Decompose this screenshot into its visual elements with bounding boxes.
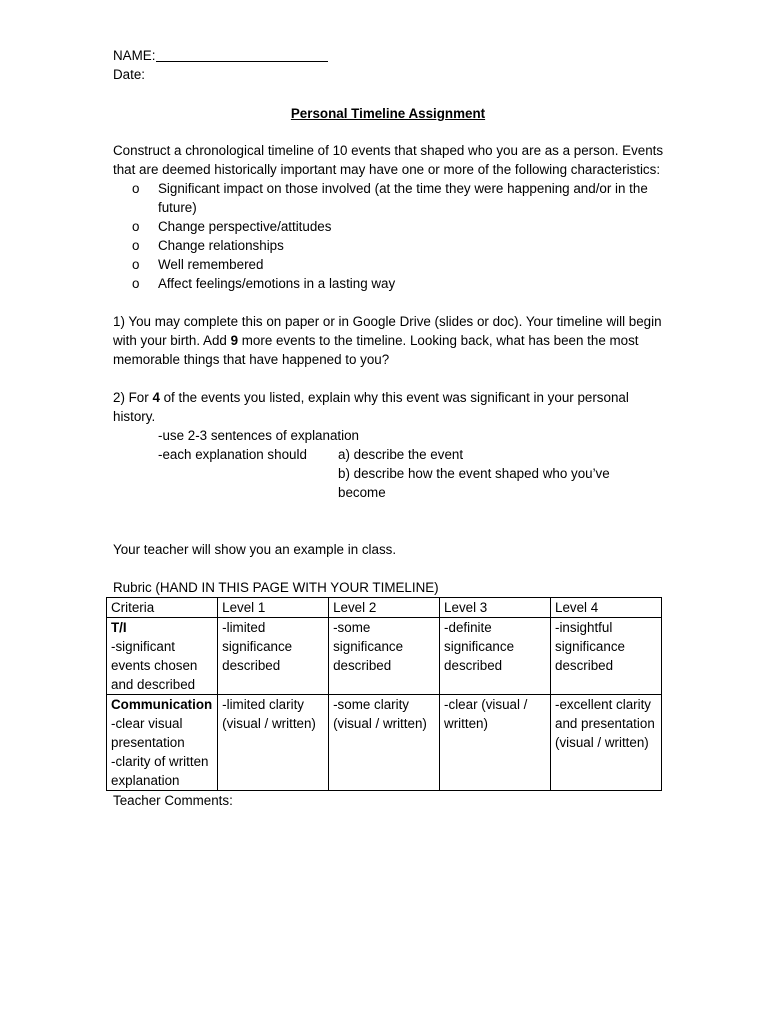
criteria-cell: T/I -significant events chosen and described xyxy=(107,618,218,695)
step-2-paragraph: 2) For 4 of the events you listed, explain why this event was significant in your personal history. xyxy=(113,390,629,424)
teacher-comments-label: Teacher Comments: xyxy=(113,793,233,808)
name-blank[interactable] xyxy=(156,47,328,62)
step-2-sub-2b: b) describe how the event shaped who you’ve become xyxy=(338,466,610,500)
header-level-3: Level 3 xyxy=(440,598,551,618)
bullet-icon: o xyxy=(132,238,140,253)
step-2-sub-1: -use 2-3 sentences of explanation xyxy=(158,428,359,443)
bullet-icon: o xyxy=(132,181,140,196)
name-line xyxy=(113,46,673,65)
level-cell: -clear (visual / written) xyxy=(440,695,551,791)
date-label: Date: xyxy=(113,67,146,82)
bullet-icon: o xyxy=(132,257,140,272)
step-1-paragraph: 1) You may complete this on paper or in Google Drive (slides or doc). Your timeline will begin with your birth. Add 9 more events to the timeline. Looking back, what has been the most memorable things that have happened to you? xyxy=(113,314,662,367)
level-cell: -insightful significance described xyxy=(551,618,662,695)
list-item: o Well remembered xyxy=(132,257,264,272)
header-level-2: Level 2 xyxy=(329,598,440,618)
bullet-icon: o xyxy=(132,219,140,234)
bullet-icon: o xyxy=(132,276,140,291)
level-cell: -some clarity (visual / written) xyxy=(329,695,440,791)
list-item: o Change relationships xyxy=(132,238,284,253)
level-cell: -definite significance described xyxy=(440,618,551,695)
example-note: Your teacher will show you an example in class. xyxy=(113,542,397,557)
level-cell: -limited clarity (visual / written) xyxy=(218,695,329,791)
assignment-page xyxy=(113,46,673,810)
page-title: Personal Timeline Assignment xyxy=(290,106,486,121)
criteria-cell: Communication -clear visual presentation -clarity of written explanation xyxy=(107,695,218,791)
table-row xyxy=(107,695,662,791)
table-header-row xyxy=(107,598,662,618)
level-cell: -limited significance described xyxy=(218,618,329,695)
level-cell: -some significance described xyxy=(329,618,440,695)
rubric-title: Rubric (HAND IN THIS PAGE WITH YOUR TIMELINE) xyxy=(113,580,439,595)
list-item: o Affect feelings/emotions in a lasting way xyxy=(132,276,396,291)
step-2-sub-2: -each explanation should a) describe the event xyxy=(158,447,464,462)
intro-text: Construct a chronological timeline of 10 events that shaped who you are as a person. Events that are deemed historically important may have one or more of the following characteristics: xyxy=(113,143,664,177)
name-label: NAME: xyxy=(113,48,156,63)
header-level-1: Level 1 xyxy=(218,598,329,618)
characteristics-list xyxy=(113,179,673,293)
table-row xyxy=(107,618,662,695)
list-item: o Significant impact on those involved (at the time they were happening and/or in the future) xyxy=(132,181,648,215)
header-criteria: Criteria xyxy=(107,598,218,618)
header-level-4: Level 4 xyxy=(551,598,662,618)
rubric-table xyxy=(106,597,662,791)
list-item: o Change perspective/attitudes xyxy=(132,219,332,234)
level-cell: -excellent clarity and presentation (visual / written) xyxy=(551,695,662,791)
